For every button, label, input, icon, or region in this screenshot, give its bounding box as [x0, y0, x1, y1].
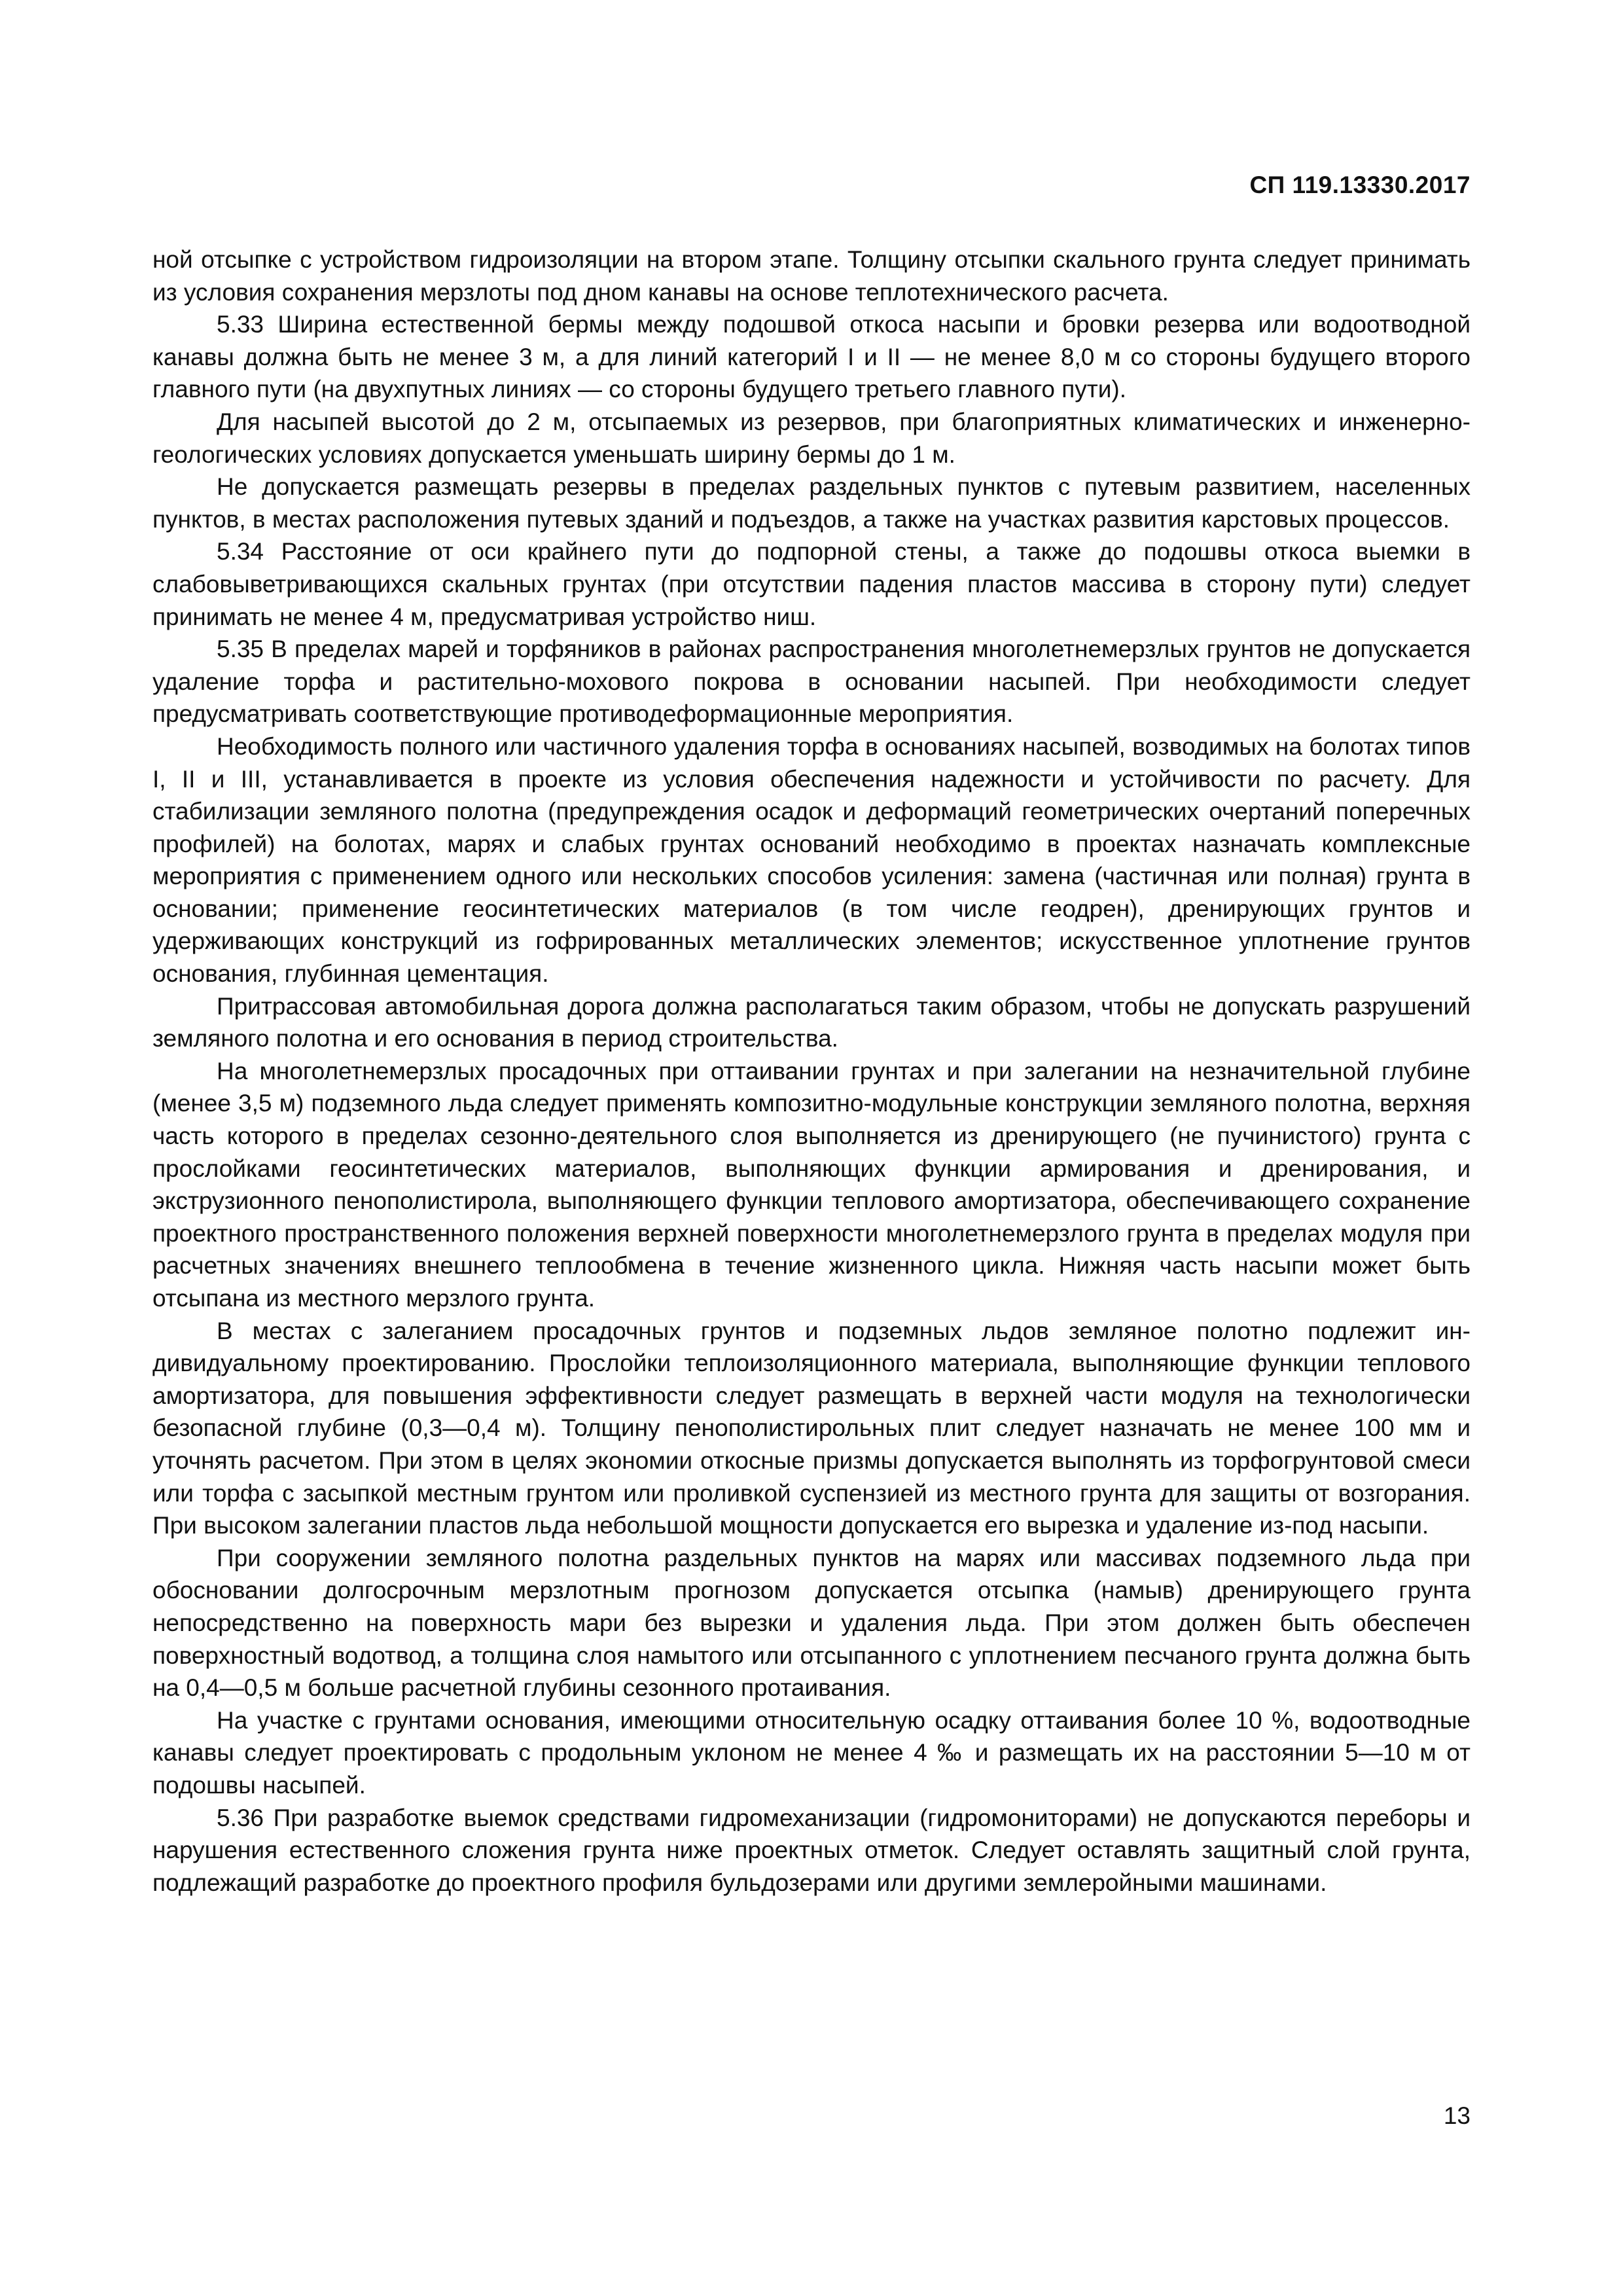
paragraph-continuation: ной отсыпке с устройством гидроизоляции на втором этапе. Толщину отсыпки скального грунта следует принимать из условия сохранения мерзлоты под дном канавы на основе теплотехнического расчета. [152, 246, 1471, 306]
paragraph-ground-ice-design: В местах с залеганием просадочных грунтов и подземных льдов земляное полотно подлежит индивидуальному проектированию. Прослойки теплоизоляционного материала, выполняющие функции теплового амортизатора, для повышения эффективности следует размещать в верхней части модуля на технологически безопасной глубине (0,3—0,4 м). Толщину пенополистирольных плит следует назначать не менее 100 мм и уточнять расчетом. При этом в целях экономии откосные призмы допускается выполнять из торфогрунтовой смеси или торфа с засыпкой местным грунтом или проливкой суспензией из местного грунта для защиты от возгорания. При высоком залегании пластов льда небольшой мощности допускается его вырезка и удаление из-под насыпи. [152, 1317, 1471, 1539]
paragraph-5-33: 5.33 Ширина естественной бермы между подошвой откоса насыпи и бровки резерва или водоотводной канавы должна быть не менее 3 м, а для линий категорий I и II — не менее 8,0 м со стороны будущего второго главного пути (на двухпутных линиях — со стороны будущего третьего главного пути). [152, 311, 1471, 403]
paragraph-access-road: Притрассовая автомобильная дорога должна располагаться таким образом, чтобы не допускать разрушений земляного полотна и его основания в период строительства. [152, 992, 1471, 1052]
paragraph-reserves-restriction: Не допускается размещать резервы в пределах раздельных пунктов с путевым развитием, населенных пунктов, в местах расположения путевых зданий и подъездов, а также на участках развития карстовых процессов. [152, 473, 1471, 533]
document-body [152, 243, 1471, 1899]
paragraph-peat-removal: Необходимость полного или частичного удаления торфа в основаниях насыпей, возводимых на болотах типов I, II и III, устанавливается в проекте из условия обеспечения надежности и устойчивости по расчету. Для стабилизации земляного полотна (предупреждения осадок и деформаций геометрических очертаний поперечных профилей) на болотах, марях и слабых грунтах оснований необходимо в проектах назначать комплексные мероприятия с применением одного или нескольких способов усиления: замена (частичная или полная) грунта в основании; применение геосинтетических материалов (в том числе геодрен), дренирующих грунтов и удерживающих конструкций из гофрированных металлических элементов; искусственное уплотнение грунтов основания, глубинная цементация. [152, 732, 1471, 988]
paragraph-station-subgrade: При сооружении земляного полотна раздельных пунктов на марях или массивах подземного льда при обосновании долгосрочным мерзлотным прогнозом допускается отсыпка (намыв) дренирующего грунта непосредственно на поверхность мари без вырезки и удаления льда. При этом должен быть обеспечен поверхностный водотвод, а толщина слоя намытого или отсыпанного с уплотнением песчаного грунта должна быть на 0,4—0,5 м больше расчетной глубины сезонного протаивания. [152, 1544, 1471, 1702]
document-code: СП 119.13330.2017 [1249, 171, 1471, 198]
paragraph-5-36: 5.36 При разработке выемок средствами гидромеханизации (гидромониторами) не допускаются переборы и нарушения естественного сложения грунта ниже проектных отметок. Следует оставлять защитный слой грунта, подлежащий разработке до проектного профиля бульдозерами или другими землеройными машинами. [152, 1804, 1471, 1896]
paragraph-permafrost-composite: На многолетнемерзлых просадочных при оттаивании грунтах и при залегании на незначительной глубине (менее 3,5 м) подземного льда следует применять композитно-модульные конструкции земляного полотна, верхняя часть которого в пределах сезонно-деятельного слоя выполняется из дренирующего (не пучинистого) грунта с прослойками геосинтетических материалов, выполняющих функции армирования и дренирования, и экструзионного пенополистирола, выполняющего функции теплового амортизатора, обеспечивающего сохранение проектного пространственного положения верхней поверхности многолетнемерзлого грунта в пределах модуля при расчетных значениях внешнего теплообмена в течение жизненного цикла. Нижняя часть насыпи может быть отсыпана из местного мерзлого грунта. [152, 1057, 1471, 1312]
paragraph-5-35: 5.35 В пределах марей и торфяников в районах распространения многолетнемерзлых грунтов не допускается удаление торфа и растительно-мохового покрова в основании насыпей. При необходимости следует предусматривать соответствующие противодеформационные мероприятия. [152, 636, 1471, 728]
paragraph-drainage-ditches: На участке с грунтами основания, имеющими относительную осадку оттаивания более 10 %, водоотводные канавы следует проектировать с продольным уклоном не менее 4 ‰ и размещать их на расстоянии 5—10 м от подошвы насыпей. [152, 1706, 1471, 1799]
paragraph-5-34: 5.34 Расстояние от оси крайнего пути до подпорной стены, а также до подошвы откоса выемки в слабовыветривающихся скальных грунтах (при отсутствии падения пластов массива в сторону пути) следует принимать не менее 4 м, предусматривая устройство ниш. [152, 538, 1471, 630]
page-number: 13 [1443, 2102, 1471, 2129]
paragraph-berm-width: Для насыпей высотой до 2 м, отсыпаемых из резервов, при благоприятных климатических и инженерно-геологических условиях допускается уменьшать ширину бермы до 1 м. [152, 408, 1471, 468]
